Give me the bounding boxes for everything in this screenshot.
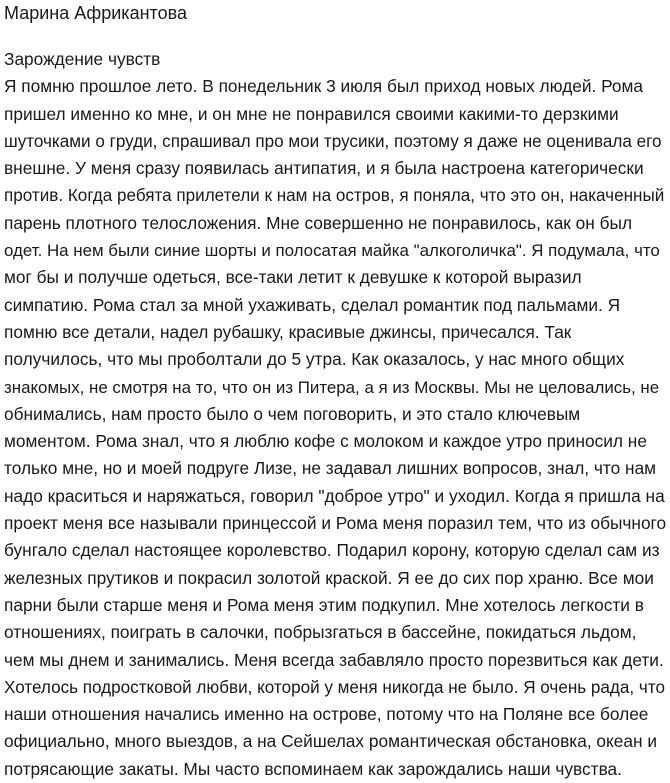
spacer xyxy=(4,25,666,46)
body-line: шуточками о груди, спрашивал про мои трусики, поэтому я даже не оценивала его xyxy=(4,131,662,151)
body-line: парни были старше меня и Рома меня этим подкупил. Мне хотелось легкости в xyxy=(4,594,644,615)
body-line: мог бы и получше одеться, все-таки летит к девушке к которой выразил xyxy=(4,267,582,288)
body-line: помню все детали, надел рубашку, красивые джинсы, причесался. Так xyxy=(4,321,572,342)
body-line: отношениях, поиграть в салочки, побрызгаться в бассейне, покидаться льдом, xyxy=(4,622,637,643)
body-line: чем мы днем и занимались. Меня всегда забавляло просто порезвиться как дети. xyxy=(4,649,664,670)
body-line: только мне, но и моей подруге Лизе, не задавал лишних вопросов, знал, что нам xyxy=(4,458,657,479)
body-line: моментом. Рома знал, что я люблю кофе с молоком и каждое утро приносил не xyxy=(4,431,647,452)
body-line: внешне. У меня сразу появилась антипатия, и я была настроена категорически xyxy=(4,158,644,179)
body-line: Хотелось подростковой любви, которой у меня никогда не было. Я очень рада, что xyxy=(4,677,665,697)
body-line: наши отношения начались именно на острове, потому что на Поляне все более xyxy=(4,704,649,725)
body-line: против. Когда ребята прилетели к нам на остров, я поняла, что это он, накаченный xyxy=(4,186,665,206)
body-line: железных прутиков и покрасил золотой краской. Я ее до сих пор храню. Все мои xyxy=(4,567,654,588)
article-heading: Зарождение чувств xyxy=(4,49,161,69)
body-line: парень плотного телосложения. Мне совершенно не понравилось, как он был xyxy=(4,212,633,233)
body-line: официально, много выездов, а на Сейшелах романтическая обстановка, океан и xyxy=(4,731,658,752)
body-line: знакомых, не смотря на то, что он из Питера, а я из Москвы. Мы не целовались, не xyxy=(4,377,660,397)
body-line: потрясающие закаты. Мы часто вспоминаем как зарождались наши чувства. xyxy=(4,758,622,779)
body-line: бунгало сделал настоящее королевство. Подарил корону, которую сделал сам из xyxy=(4,540,660,561)
body-line: обнимались, нам просто было о чем поговорить, и это стало ключевым xyxy=(4,403,581,424)
body-line: одет. На нем были синие шорты и полосатая майка "алкоголичка". Я подумала, что xyxy=(4,241,660,261)
body-line: пришел именно ко мне, и он мне не понравился своими какими-то дерзкими xyxy=(4,103,619,124)
article-body xyxy=(4,46,666,783)
body-line: надо краситься и наряжаться, говорил "доброе утро" и уходил. Когда я пришла на xyxy=(4,485,665,506)
body-line: Я помню прошлое лето. В понедельник 3 июля был приход новых людей. Рома xyxy=(4,76,644,97)
body-line: проект меня все называли принцессой и Рома меня поразил тем, что из обычного xyxy=(4,513,667,534)
body-line: симпатию. Рома стал за мной ухаживать, сделал романтик под пальмами. Я xyxy=(4,294,621,315)
body-line: получилось, что мы проболтали до 5 утра. Как оказалось, у нас много общих xyxy=(4,349,625,370)
author-name: Марина Африкантова xyxy=(4,3,187,23)
